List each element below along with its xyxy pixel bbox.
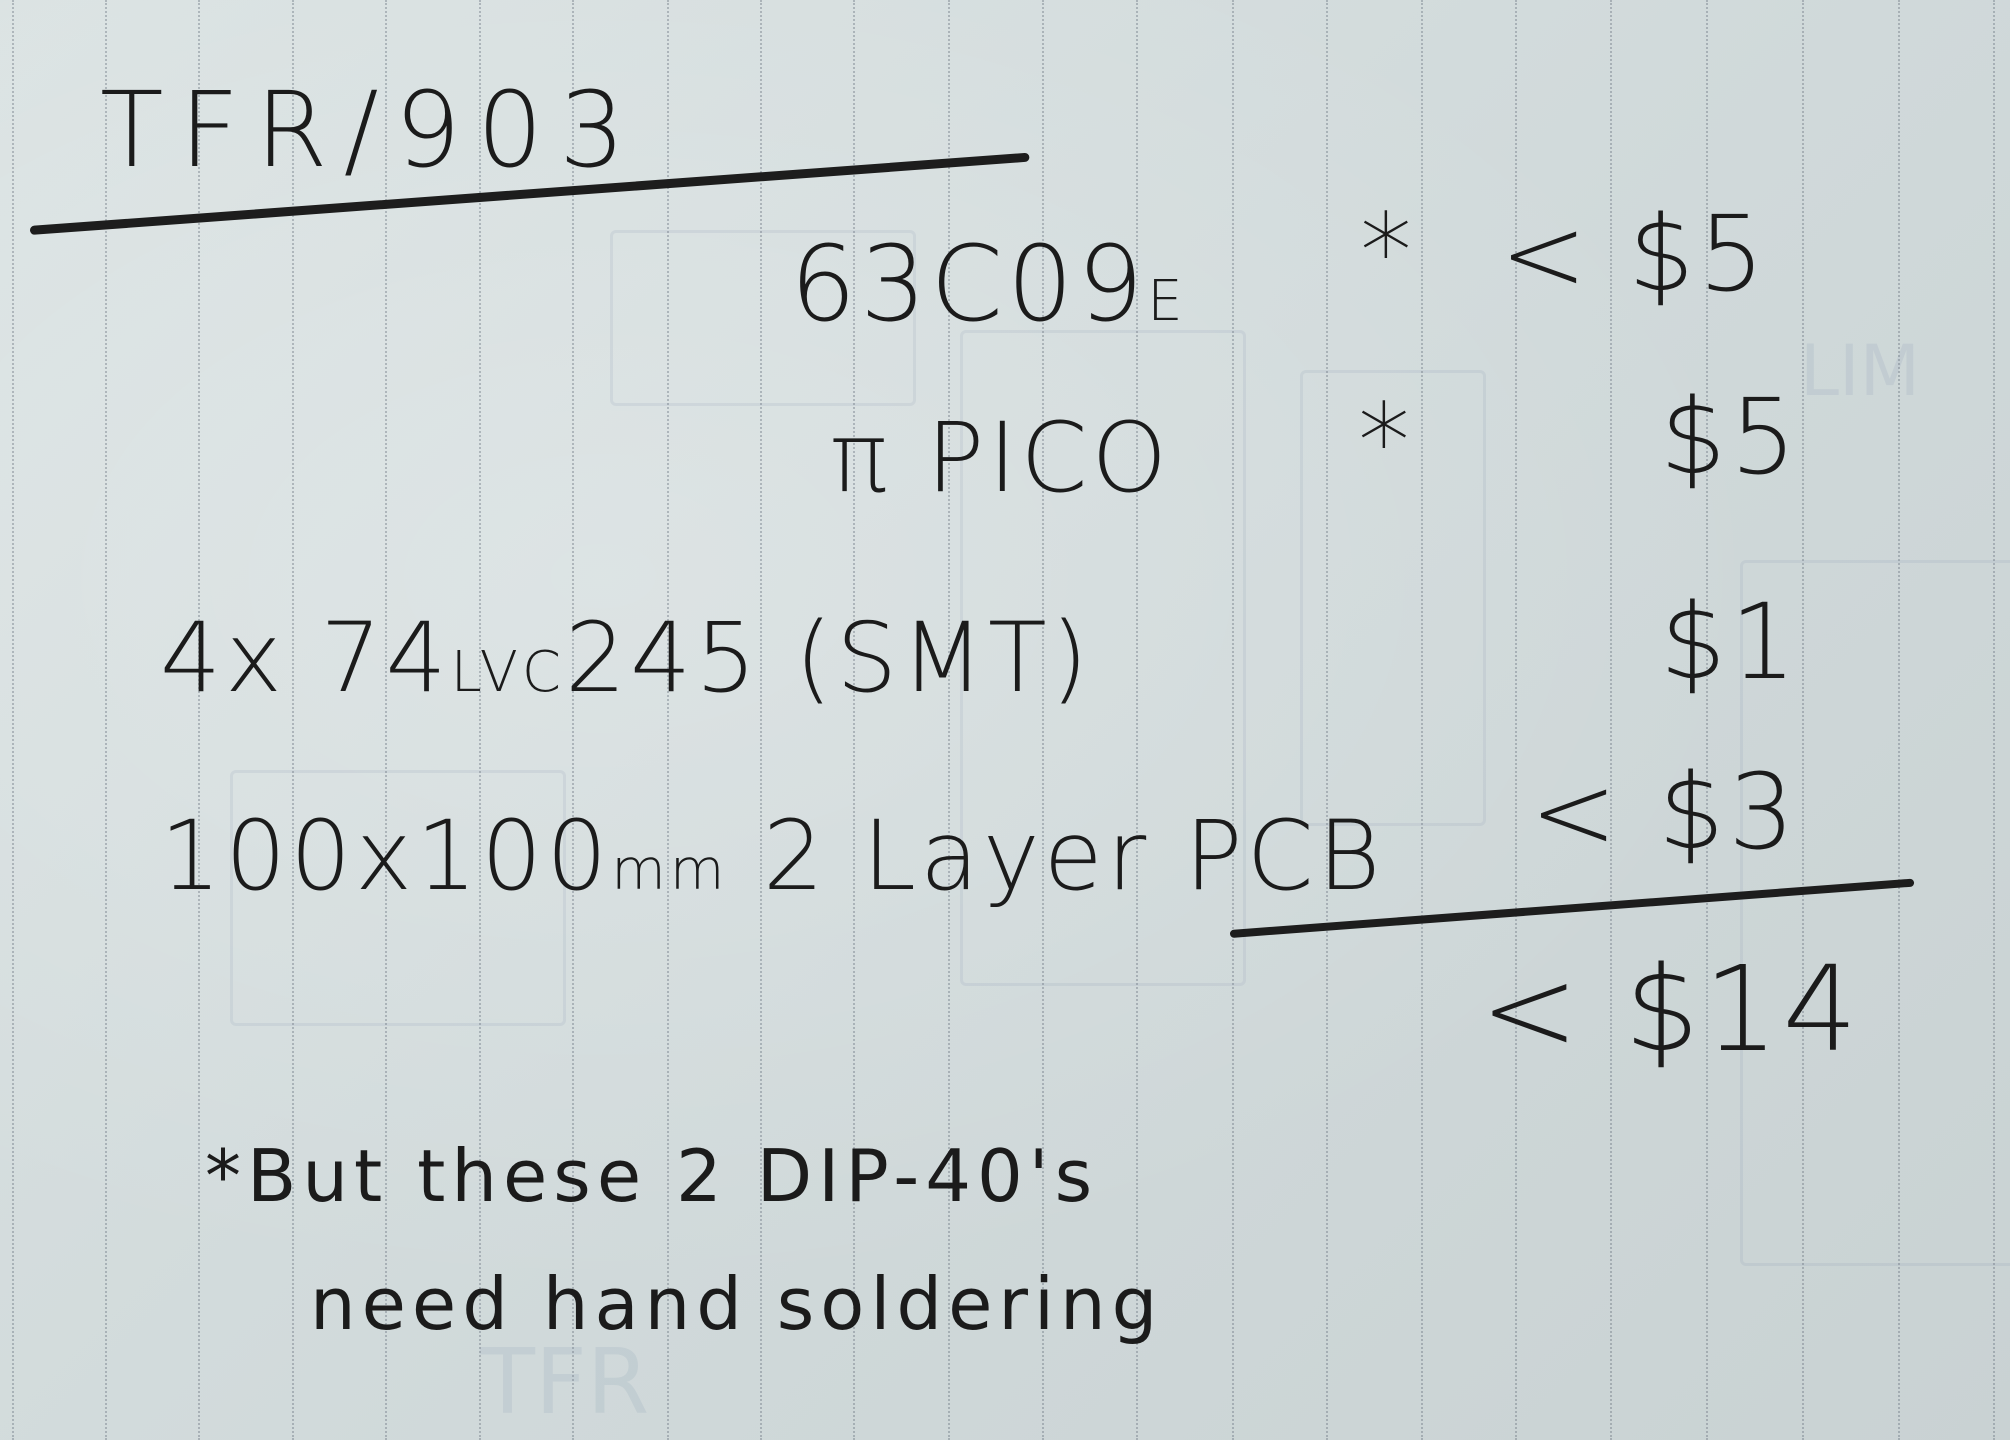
asterisk-marker: * <box>1358 381 1414 503</box>
item-name: 100x100mm 2 Layer PCB <box>160 800 1385 912</box>
item-price: < $5 <box>1500 193 1769 315</box>
item-price: < $3 <box>1530 751 1799 873</box>
page-title: TFR/903 <box>100 69 642 191</box>
item-price: $1 <box>1660 581 1801 703</box>
ghost-mark: LIM <box>1800 330 1921 412</box>
item-name: 63C09E <box>790 223 1187 345</box>
total-price: < $14 <box>1480 940 1862 1078</box>
footnote-line-1: *But these 2 DIP-40's <box>205 1134 1099 1218</box>
ghost-mark: TFR <box>480 1330 650 1435</box>
asterisk-marker: * <box>1360 191 1416 313</box>
item-price: $5 <box>1660 376 1801 498</box>
item-name: 4x 74LVC245 (SMT) <box>160 602 1093 714</box>
item-name: π PICO <box>830 402 1172 514</box>
footnote-line-2: need hand soldering <box>310 1262 1164 1346</box>
